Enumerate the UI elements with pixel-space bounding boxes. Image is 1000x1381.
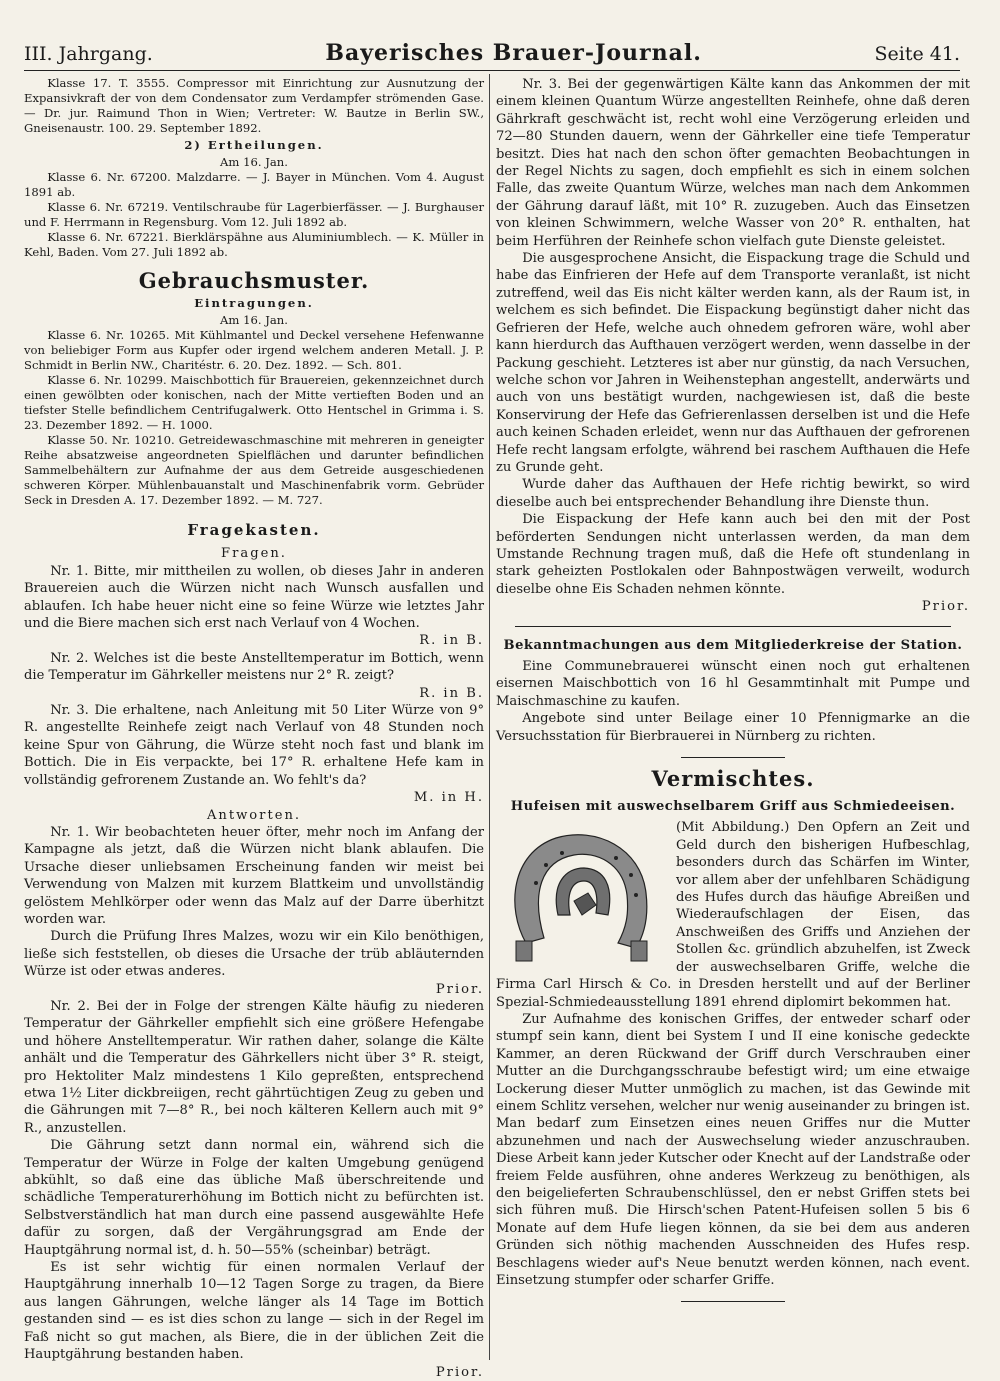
grants-date: Am 16. Jan. [220,155,288,169]
answer-2-signature: Prior. [435,1364,484,1380]
gm-entry: Klasse 50. Nr. 10210. Getreidewaschmaschine mit mehreren in geneigter Reihe absatzweise angeordneten Spielflächen und darunter befindlichen Sammelbehältern zur Aufnahme der aus dem Getreide ausgeschiedenen schweren Körper. Mühlenbauanstalt und Maschinenfabrik vorm. Gebrüder Seck in Dresden A. 17. Dezember 1892. — M. 727. [24,433,484,507]
notice-text: Eine Communebrauerei wünscht einen noch gut erhaltenen eisernen Maischbottich von 16 hl Gesammtinhalt mit Pumpe und Maischmaschine zu kaufen. [496,659,970,709]
answer-2-continued: Die Gährung setzt dann normal ein, während sich die Temperatur der Würze in Folge der kalten Umgebung genügend abkühlt, so daß eine das übliche Maß überschreitende und schädliche Temperaturerhöhung im Bottich nicht zu befürchten ist. Selbstverständlich hat man durch eine passend ausgewählte Hefe dafür zu sorgen, daß der Vergährungsgrad am Ende der Hauptgährung normal ist, d. h. 50—55% (scheinbar) beträgt. [24,1138,484,1258]
answer-3-continued: Die Eispackung der Hefe kann auch bei den mit der Post beförderten Sendungen nicht unterlassen werden, da man dem Umstande Rechnung tragen muß, daß die Hefe oft stundenlang in stark geheizten Postlokalen oder Bahnpostwägen verweilt, wodurch dieselbe ohne Eis Schaden nehmen könnte. [496,512,970,597]
horseshoe-shape [515,835,647,948]
horseshoe-paragraph: (Mit Abbildung.) Den Opfern an Zeit und Geld durch den bisherigen Hufbeschlag, besonders durch das Schärfen im Winter, vor allem aber der unfehlbaren Schädigung des Hufes durch das häufige Abreißen und Wiederaufschlagen der Eisen, das Anschweißen des Griffs und Anziehen der Stollen &c. gründlich abzuhelfen, ist Zweck der auswechselbaren Griffe, welche die Firma Carl Hirsch & Co. in Dresden herstellt und auf der Berliner Spezial-Schmiedeausstellung 1891 ehrend diplomirt bekommen hat. [496,820,970,1010]
left-column [24,76,484,1380]
section-rule [681,757,785,758]
answer-3-signature: Prior. [921,599,970,615]
answer-1: Nr. 1. Wir beobachteten heuer öfter, mehr noch im Anfang der Kampagne als jetzt, daß die Würzen nicht blank ablaufen. Die Ursache dieser unliebsamen Erscheinung fanden wir meist bei Verwendung von Malzen mit kurzem Blattkeim und unvollständig gelöstem Mehlkörper oder wenn das Malz auf der Darre überhitzt worden war. [24,824,484,927]
question-3: Nr. 3. Die erhaltene, nach Anleitung mit 50 Liter Würze von 9° R. angestellte Reinhefe zeigt nach Verlauf von 48 Stunden noch keine Spur von Gährung, die Würze steht noch fast und blank im Bottich. Die in Eis verpackte, bei 17° R. erhaltene Hefe kam in vollständig gefrorenem Zustande an. Wo fehlt's da? [24,703,484,788]
gebrauchsmuster-heading: Gebrauchsmuster. [138,268,370,293]
answer-2-continued: Es ist sehr wichtig für einen normalen Verlauf der Hauptgährung innerhalb 10—12 Tagen Sorge zu tragen, da Biere aus langen Gährungen, welche länger als 14 Tage im Bottich gestanden sind — es ist dies schon zu lange — sich in der Regel im Faß nicht so gut machen, als Biere, die in der üblichen Zeit die Hauptgährung bestanden haben. [24,1260,484,1363]
volume-label: III. Jahrgang. [24,43,153,65]
question-2: Nr. 2. Welches ist die beste Anstelltemperatur im Bottich, wenn die Temperatur im Gährkeller meistens nur 2° R. zeigt? [24,650,484,684]
notice-heading: Bekanntmachungen aus dem Mitgliederkreise der Station. [503,637,963,653]
horseshoe-paragraph: Zur Aufnahme des konischen Griffes, der entweder scharf oder stumpf sein kann, dient bei System I und II eine konische gedeckte Kammer, an deren Rückwand der Griff durch Verschrauben einer Mutter an die Durchgangsschraube befestigt wird; um eine etwaige Lockerung dieser Mutter unmöglich zu machen, ist das Gewinde mit einem Schlitz versehen, welcher nur wenig auseinander zu bringen ist. Man bedarf zum Einsetzen eines neuen Griffes nur die Mutter abzunehmen und nach der Auswechselung wieder anzuschrauben. Diese Arbeit kann jeder Kutscher oder Knecht auf der Landstraße oder freiem Felde ausführen, ohne anderes Werkzeug zu benöthigen, als den beigelieferten Schraubenschlüssel, den er nebst Griffen stets bei sich führen muß. Die Hirsch'schen Patent-Hufeisen sollen 5 bis 6 Monate auf dem Hufe liegen können, da sie bei dem aus anderen Gründen sich nöthig machenden Ausschneiden des Hufes resp. Beschlagens wieder auf's Neue benutzt werden können, nach event. Einsetzung stumpfer oder scharfer Griffe. [496,1011,970,1288]
section-rule [681,1301,785,1302]
grant-entry: Klasse 6. Nr. 67221. Bierklärspähne aus Aluminiumblech. — K. Müller in Kehl, Baden. Vom 27. Juli 1892 ab. [24,230,484,259]
gm-entry: Klasse 6. Nr. 10265. Mit Kühlmantel und Deckel versehene Hefenwanne von beliebiger Form aus Kupfer oder irgend welchem anderen Metall. J. P. Schmidt in Berlin NW., Charitéstr. 6. 20. Dez. 1892. — Sch. 801. [24,328,484,372]
fragekasten-heading: Fragekasten. [187,521,321,539]
question-2-signature: R. in B. [419,685,484,701]
page-header [24,40,960,71]
gm-date: Am 16. Jan. [220,313,288,327]
question-1: Nr. 1. Bitte, mir mittheilen zu wollen, ob dieses Jahr in anderen Brauereien auch die Würzen nicht nach Wunsch ausfallen und ablaufen. Ich habe heuer nicht eine so feine Würze wie letztes Jahr und die Biere machen sich erst nach Verlauf von 4 Wochen. [24,563,484,632]
grant-entry: Klasse 6. Nr. 67200. Malzdarre. — J. Bayer in München. Vom 4. August 1891 ab. [24,170,484,199]
horseshoe-illustration [496,823,668,968]
grant-entry: Klasse 6. Nr. 67219. Ventilschraube für Lagerbierfässer. — J. Burghauser und F. Herrmann in Regensburg. Vom 12. Juli 1892 ab. [24,200,484,229]
answer-3-continued: Wurde daher das Aufthauen der Hefe richtig bewirkt, so wird dieselbe auch bei entsprechender Behandlung ihre Dienste thun. [496,477,970,510]
answer-3: Nr. 3. Bei der gegenwärtigen Kälte kann das Ankommen der mit einem kleinen Quantum Würze angestellten Reinhefe, ohne daß deren Gährkraft geschwächt ist, recht wohl eine Verzögerung erleiden und 72—80 Stunden dauern, wenn der Gährkeller eine tiefe Temperatur besitzt. Dies hat nach den schon öfter gemachten Beobachtungen in der Regel Nichts zu sagen, doch empfiehlt es sich in einem solchen Falle, das zweite Quantum Würze, welches man nach dem Ankommen der Gährung darauf läßt, mit 10° R. zuzugeben. Auch das Einsetzen von kleinen Schwimmern, welche Wasser von 20° R. enthalten, hat beim Herführen der Reinhefe schon vielfach gute Dienste geleistet. [496,77,970,249]
page-number: Seite 41. [874,43,960,65]
right-column [496,76,970,1362]
griff-piece [574,893,596,915]
horseshoe-article-title: Hufeisen mit auswechselbarem Griff aus Schmiedeeisen. [510,799,956,815]
fragen-heading: Fragen. [221,546,287,562]
gm-subheading: Eintragungen. [194,296,314,310]
notice-text: Angebote sind unter Beilage einer 10 Pfennigmarke an die Versuchsstation für Bierbrauerei in Nürnberg zu richten. [496,711,970,744]
griff-piece [516,941,532,961]
column-divider [489,74,490,1360]
journal-title: Bayerisches Brauer-Journal. [325,40,702,66]
question-3-signature: M. in H. [413,790,484,806]
gm-entry: Klasse 6. Nr. 10299. Maischbottich für Brauereien, gekennzeichnet durch einen gewölbten oder konischen, nach der Mitte vertieften Boden und an tiefster Stelle befindlichem Centrifugalwerk. Otto Hentschel in Grimma i. S. 23. Dezember 1892. — H. 1000. [24,373,484,432]
griff-piece [631,941,647,961]
answer-1-signature: Prior. [435,981,484,997]
answer-3-continued: Die ausgesprochene Ansicht, die Eispackung trage die Schuld und habe das Einfrieren der Hefe auf dem Transporte veranlaßt, ist nicht zutreffend, weil das Eis nicht kälter werden kann, als der Raum ist, in welchem es sich befindet. Die Eispackung begünstigt daher nicht das Gefrieren der Hefe, welche auch ohnedem gefroren wäre, wohl aber kann hierdurch das Aufthauen verzögert werden, wenn dasselbe in der Packung geschieht. Letzteres ist aber nur günstig, da nach Versuchen, welche schon vor Jahren in Weihenstephan angestellt, anderwärts und auch von uns bestätigt wurden, nachgewiesen ist, daß die beste Konservirung der Hefe das Gefrierenlassen derselben ist und die Hefe auch keinen Schaden erleidet, wenn nur das Aufthauen der gefrorenen Hefe recht langsam erfolgte, während bei raschem Aufthauen die Hefe zu Grunde geht. [496,251,970,475]
grants-heading: 2) Ertheilungen. [184,138,324,152]
patent-entry: Klasse 17. T. 3555. Compressor mit Einrichtung zur Ausnutzung der Expansivkraft der von dem Condensator zum Verdampfer strömenden Gase. — Dr. jur. Raimund Thon in Wien; Vertreter: W. Bautze in Berlin SW., Gneisenaustr. 100. 29. September 1892. [24,76,484,135]
vermischtes-heading: Vermischtes. [651,766,815,792]
question-1-signature: R. in B. [419,633,484,649]
answer-2: Nr. 2. Bei der in Folge der strengen Kälte häufig zu niederen Temperatur der Gährkeller empfiehlt sich eine größere Hefengabe und höhere Anstelltemperatur. Wir rathen daher, solange die Kälte anhält und die Temperatur des Gährkellers nicht über 3° R. steigt, pro Hektoliter Malz mindestens 1 Kilo gepreßten, entsprechend etwa 1½ Liter dickbreiigen, recht gährtüchtigen Zeug zu geben und die Gährungen mit 7—8° R., bei noch kälteren Kellern auch mit 9° R., anzustellen. [24,998,484,1136]
answer-1-continued: Durch die Prüfung Ihres Malzes, wozu wir ein Kilo benöthigen, ließe sich feststellen, ob dieses die Ursache der trüb abläuternden Würze ist oder etwas anderes. [24,929,484,980]
section-rule [515,626,951,627]
antworten-heading: Antworten. [206,807,302,823]
